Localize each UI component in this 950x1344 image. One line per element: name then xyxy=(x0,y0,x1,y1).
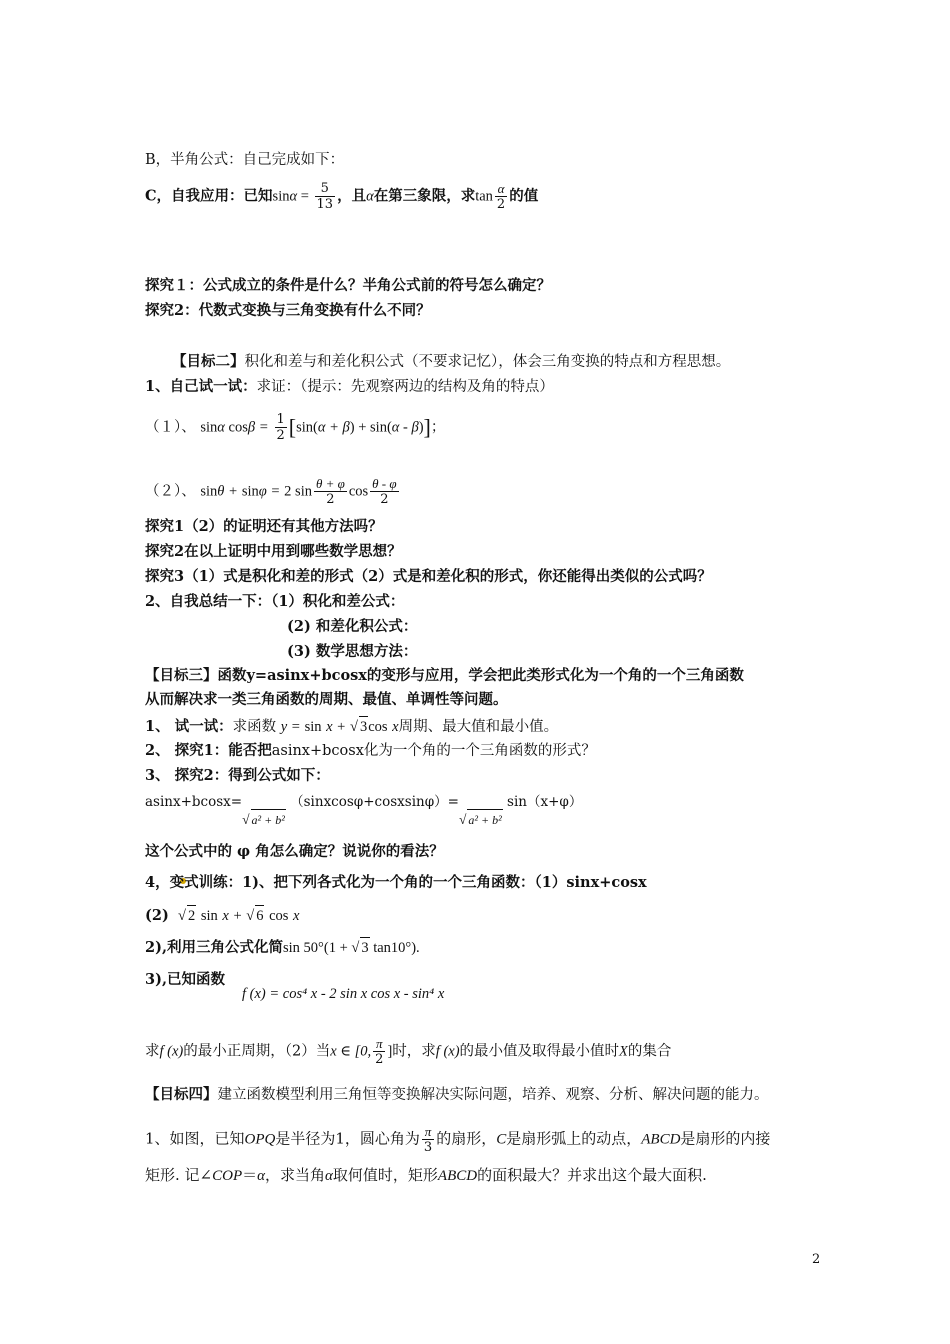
math: + xyxy=(337,719,346,735)
text: 时，求 xyxy=(392,1043,436,1060)
numerator: π xyxy=(424,1124,432,1139)
line-explore-2 xyxy=(145,301,431,321)
math: + xyxy=(233,908,242,924)
text: 矩形. 记∠ xyxy=(145,1166,213,1184)
math: 3 xyxy=(359,716,368,737)
text: 周期、最大值和最小值。 xyxy=(398,719,559,735)
math: sin 50°( xyxy=(283,940,329,956)
line-explore-form xyxy=(145,741,596,761)
text: C，自我应用：已知 xyxy=(145,187,273,205)
text: 求函数 xyxy=(232,719,277,735)
numerator: α xyxy=(497,181,505,196)
math: α xyxy=(257,1168,265,1184)
math: θ xyxy=(217,483,225,500)
formula-fx xyxy=(242,984,444,1004)
text: asinx+bcosx= xyxy=(145,794,243,810)
math: α xyxy=(289,188,298,205)
text: 的面积最大？并求出这个最大面积. xyxy=(477,1166,707,1184)
math: sin xyxy=(200,908,218,924)
text: 1、自己试一试： xyxy=(145,378,257,395)
heading: 【目标二】 xyxy=(172,353,245,370)
text: (2) 和差化积公式： xyxy=(287,618,418,635)
fraction-pi-3 xyxy=(422,1124,434,1155)
math: α + β xyxy=(317,419,350,436)
text: asinx+bcosx xyxy=(271,743,364,759)
text: ＝ xyxy=(242,1166,258,1184)
math: ) xyxy=(349,419,355,436)
math: x xyxy=(392,719,399,735)
label: （２）、 xyxy=(145,483,196,500)
math: ) xyxy=(418,419,424,436)
math: tan10°). xyxy=(369,940,420,956)
math: OPQ xyxy=(244,1131,276,1148)
math: C xyxy=(496,1131,507,1148)
line-try-it xyxy=(145,377,554,397)
math: β xyxy=(247,419,256,436)
denominator: 2 xyxy=(314,491,347,507)
math: sin xyxy=(241,483,259,500)
math: x xyxy=(326,719,333,735)
text: 求证：（提示：先观察两边的结构及角的特点） xyxy=(256,379,554,395)
line-goal-three xyxy=(145,666,744,686)
math: ； xyxy=(430,419,446,436)
math: 3 xyxy=(360,937,369,958)
math: ABCD xyxy=(437,1168,478,1184)
text: 这个公式中的 φ 角怎么确定？说说你的看法？ xyxy=(145,843,444,860)
page-number: 2 xyxy=(812,1252,821,1267)
fraction-pi-2 xyxy=(373,1036,385,1067)
fraction-5-13 xyxy=(315,181,336,212)
text: (3) 数学思想方法： xyxy=(287,643,418,660)
numerator: θ - φ xyxy=(372,476,397,491)
text: 2、自我总结一下：（1）积化和差公式： xyxy=(145,593,405,610)
math: sin xyxy=(200,483,218,500)
math: f (x) xyxy=(159,1043,184,1060)
line-variation-training xyxy=(145,873,647,893)
text: 是扇形的内接 xyxy=(680,1129,771,1148)
math: sin( xyxy=(296,419,318,436)
math: COP xyxy=(212,1168,243,1184)
fraction-theta-minus-phi xyxy=(370,476,398,507)
line-aux-formula: asinx+bcosx=√ a² + b² （sinxcosφ+cosxsinφ）=√ a² + b² sin（x+φ） xyxy=(145,792,582,830)
numerator: 1 xyxy=(276,412,285,427)
text: 探究2在以上证明中用到哪些数学思想？ xyxy=(145,543,402,560)
text: 1、 试一试： xyxy=(145,718,233,735)
text: （sinxcosφ+cosxsinφ）= xyxy=(290,794,459,810)
line-explore-1-2 xyxy=(145,517,383,537)
line-sector-problem xyxy=(145,1124,770,1155)
math: cos xyxy=(228,419,248,436)
math: tan xyxy=(475,188,493,205)
text: 从而解决求一类三角函数的周期、最值、单调性等问题。 xyxy=(145,691,508,708)
line-summary-3 xyxy=(287,642,417,662)
label: （１）、 xyxy=(145,419,196,436)
heading: 【目标三】 xyxy=(145,667,218,684)
math: a² + b² xyxy=(467,809,502,830)
math: f (x) xyxy=(435,1043,460,1060)
text: 积化和差与和差化积公式（不要求记忆），体会三角变换的特点和方程思想。 xyxy=(244,354,731,370)
text: 的集合 xyxy=(627,1043,672,1060)
math: φ xyxy=(258,483,267,500)
fraction-1-2 xyxy=(275,412,287,443)
text: 建立函数模型利用三角恒等变换解决实际问题，培养、观察、分析、解决问题的能力。 xyxy=(217,1087,769,1103)
line-try-function: 1、 试一试：求函数 y = sin x + √ 3cos x周期、最大值和最小值。 xyxy=(145,718,559,735)
line-summary-2 xyxy=(287,617,417,637)
line-goal-three-cont xyxy=(145,690,508,710)
math: cos xyxy=(269,908,289,924)
line-find-period xyxy=(145,1036,671,1067)
text: 的值 xyxy=(509,187,539,205)
denominator: 2 xyxy=(496,197,506,212)
label: (2) xyxy=(145,907,169,924)
text: ，且 xyxy=(337,187,367,205)
line-summary xyxy=(145,592,404,612)
math: sin xyxy=(200,419,218,436)
math: X xyxy=(619,1043,628,1060)
text: 函数y=asinx+bcosx的变形与应用，学会把此类形式化为一个角的一个三角函数 xyxy=(217,667,744,684)
line-self-application xyxy=(145,181,538,212)
numerator: π xyxy=(376,1036,383,1051)
text: 的扇形， xyxy=(436,1129,497,1148)
math: = xyxy=(300,188,309,205)
math: α - β xyxy=(391,419,419,436)
denominator: 2 xyxy=(276,428,285,443)
math: 1 + xyxy=(328,940,352,956)
line-goal-four xyxy=(145,1085,769,1105)
math: + xyxy=(229,483,238,500)
text: 在第三象限，求 xyxy=(373,187,476,205)
line-half-angle xyxy=(145,150,344,170)
fraction-theta-plus-phi xyxy=(314,476,347,507)
math: f (x) = cos⁴ x - 2 sin x cos x - sin⁴ x xyxy=(242,986,445,1002)
math: = xyxy=(259,419,268,436)
math: x ∈ [0, xyxy=(330,1043,372,1060)
formula-1: （１）、 sinα cosβ = $\frac{1}{2}$ [sin(α + β) + sin(α - β)]； xyxy=(145,412,446,443)
math: α xyxy=(325,1168,333,1184)
text: 探究2：代数式变换与三角变换有什么不同？ xyxy=(145,302,431,319)
denominator: 2 xyxy=(370,491,398,507)
text: 化为一个角的一个三角函数的形式？ xyxy=(363,743,596,759)
text: 是半径为1，圆心角为 xyxy=(275,1129,420,1148)
text: 3),已知函数 xyxy=(145,971,225,988)
text: 的最小正周期，（2）当 xyxy=(183,1043,331,1060)
math: 6 xyxy=(255,905,264,926)
line-explore-2b xyxy=(145,542,402,562)
text: 是扇形弧上的动点， xyxy=(506,1129,642,1148)
text: 求 xyxy=(145,1043,160,1060)
text: 1、如图，已知 xyxy=(145,1129,245,1148)
numerator: 5 xyxy=(320,181,329,196)
line-explore-1 xyxy=(145,276,551,296)
denominator: 2 xyxy=(375,1052,384,1067)
line-goal-two xyxy=(172,352,730,372)
text: 4，变式训练：1)、把下列各式化为一个角的一个三角函数：（1）sinx+cosx xyxy=(145,874,647,891)
numerator: θ + φ xyxy=(315,476,345,491)
line-variation-2: (2) √ 2 sin x + √ 6 cos x xyxy=(145,907,300,924)
text: B，半角公式：自己完成如下： xyxy=(145,152,345,168)
math: x xyxy=(222,908,229,924)
line-simplify: 2),利用三角公式化简sin 50°(1 + √ 3 tan10°). xyxy=(145,939,420,956)
text: 2),利用三角公式化简 xyxy=(145,939,283,956)
text: 3、 探究2：得到公式如下： xyxy=(145,767,330,784)
text: 2、 探究1：能否把 xyxy=(145,742,272,759)
fraction-alpha-2 xyxy=(495,181,507,212)
math: cos xyxy=(368,719,388,735)
text: 探究3（1）式是积化和差的形式（2）式是和差化积的形式，你还能得出类似的公式吗？ xyxy=(145,568,712,585)
math: x xyxy=(293,908,300,924)
text: 探究1（2）的证明还有其他方法吗？ xyxy=(145,518,383,535)
math: = xyxy=(271,483,280,500)
math: sin( xyxy=(370,419,392,436)
line-phi-question xyxy=(145,842,444,862)
math: y xyxy=(280,719,288,735)
math: cos xyxy=(348,483,369,500)
line-known-function xyxy=(145,970,225,990)
math: 2 xyxy=(187,905,196,926)
line-explore-3 xyxy=(145,567,712,587)
math: a² + b² xyxy=(251,809,286,830)
math: α xyxy=(217,419,225,436)
line-sector-problem-cont xyxy=(145,1165,707,1186)
math: 2 sin xyxy=(284,483,312,500)
denominator: 3 xyxy=(423,1140,433,1155)
text: sin（x+φ） xyxy=(507,794,583,810)
heading: 【目标四】 xyxy=(145,1086,218,1103)
text: ，求当角 xyxy=(265,1166,326,1184)
text: 取何值时，矩形 xyxy=(332,1166,438,1184)
denominator: 13 xyxy=(316,197,334,212)
line-explore-formula xyxy=(145,766,330,786)
text: 的最小值及取得最小值时 xyxy=(459,1043,620,1060)
math: sin xyxy=(304,719,322,735)
math: sin xyxy=(272,188,290,205)
formula-2 xyxy=(145,476,401,507)
text: 探究１：公式成立的条件是什么？半角公式前的符号怎么确定？ xyxy=(145,277,551,294)
math: α xyxy=(366,188,374,205)
math: ] xyxy=(387,1043,393,1060)
math: ABCD xyxy=(641,1131,681,1148)
math: = xyxy=(291,719,300,735)
math: + xyxy=(358,419,367,436)
